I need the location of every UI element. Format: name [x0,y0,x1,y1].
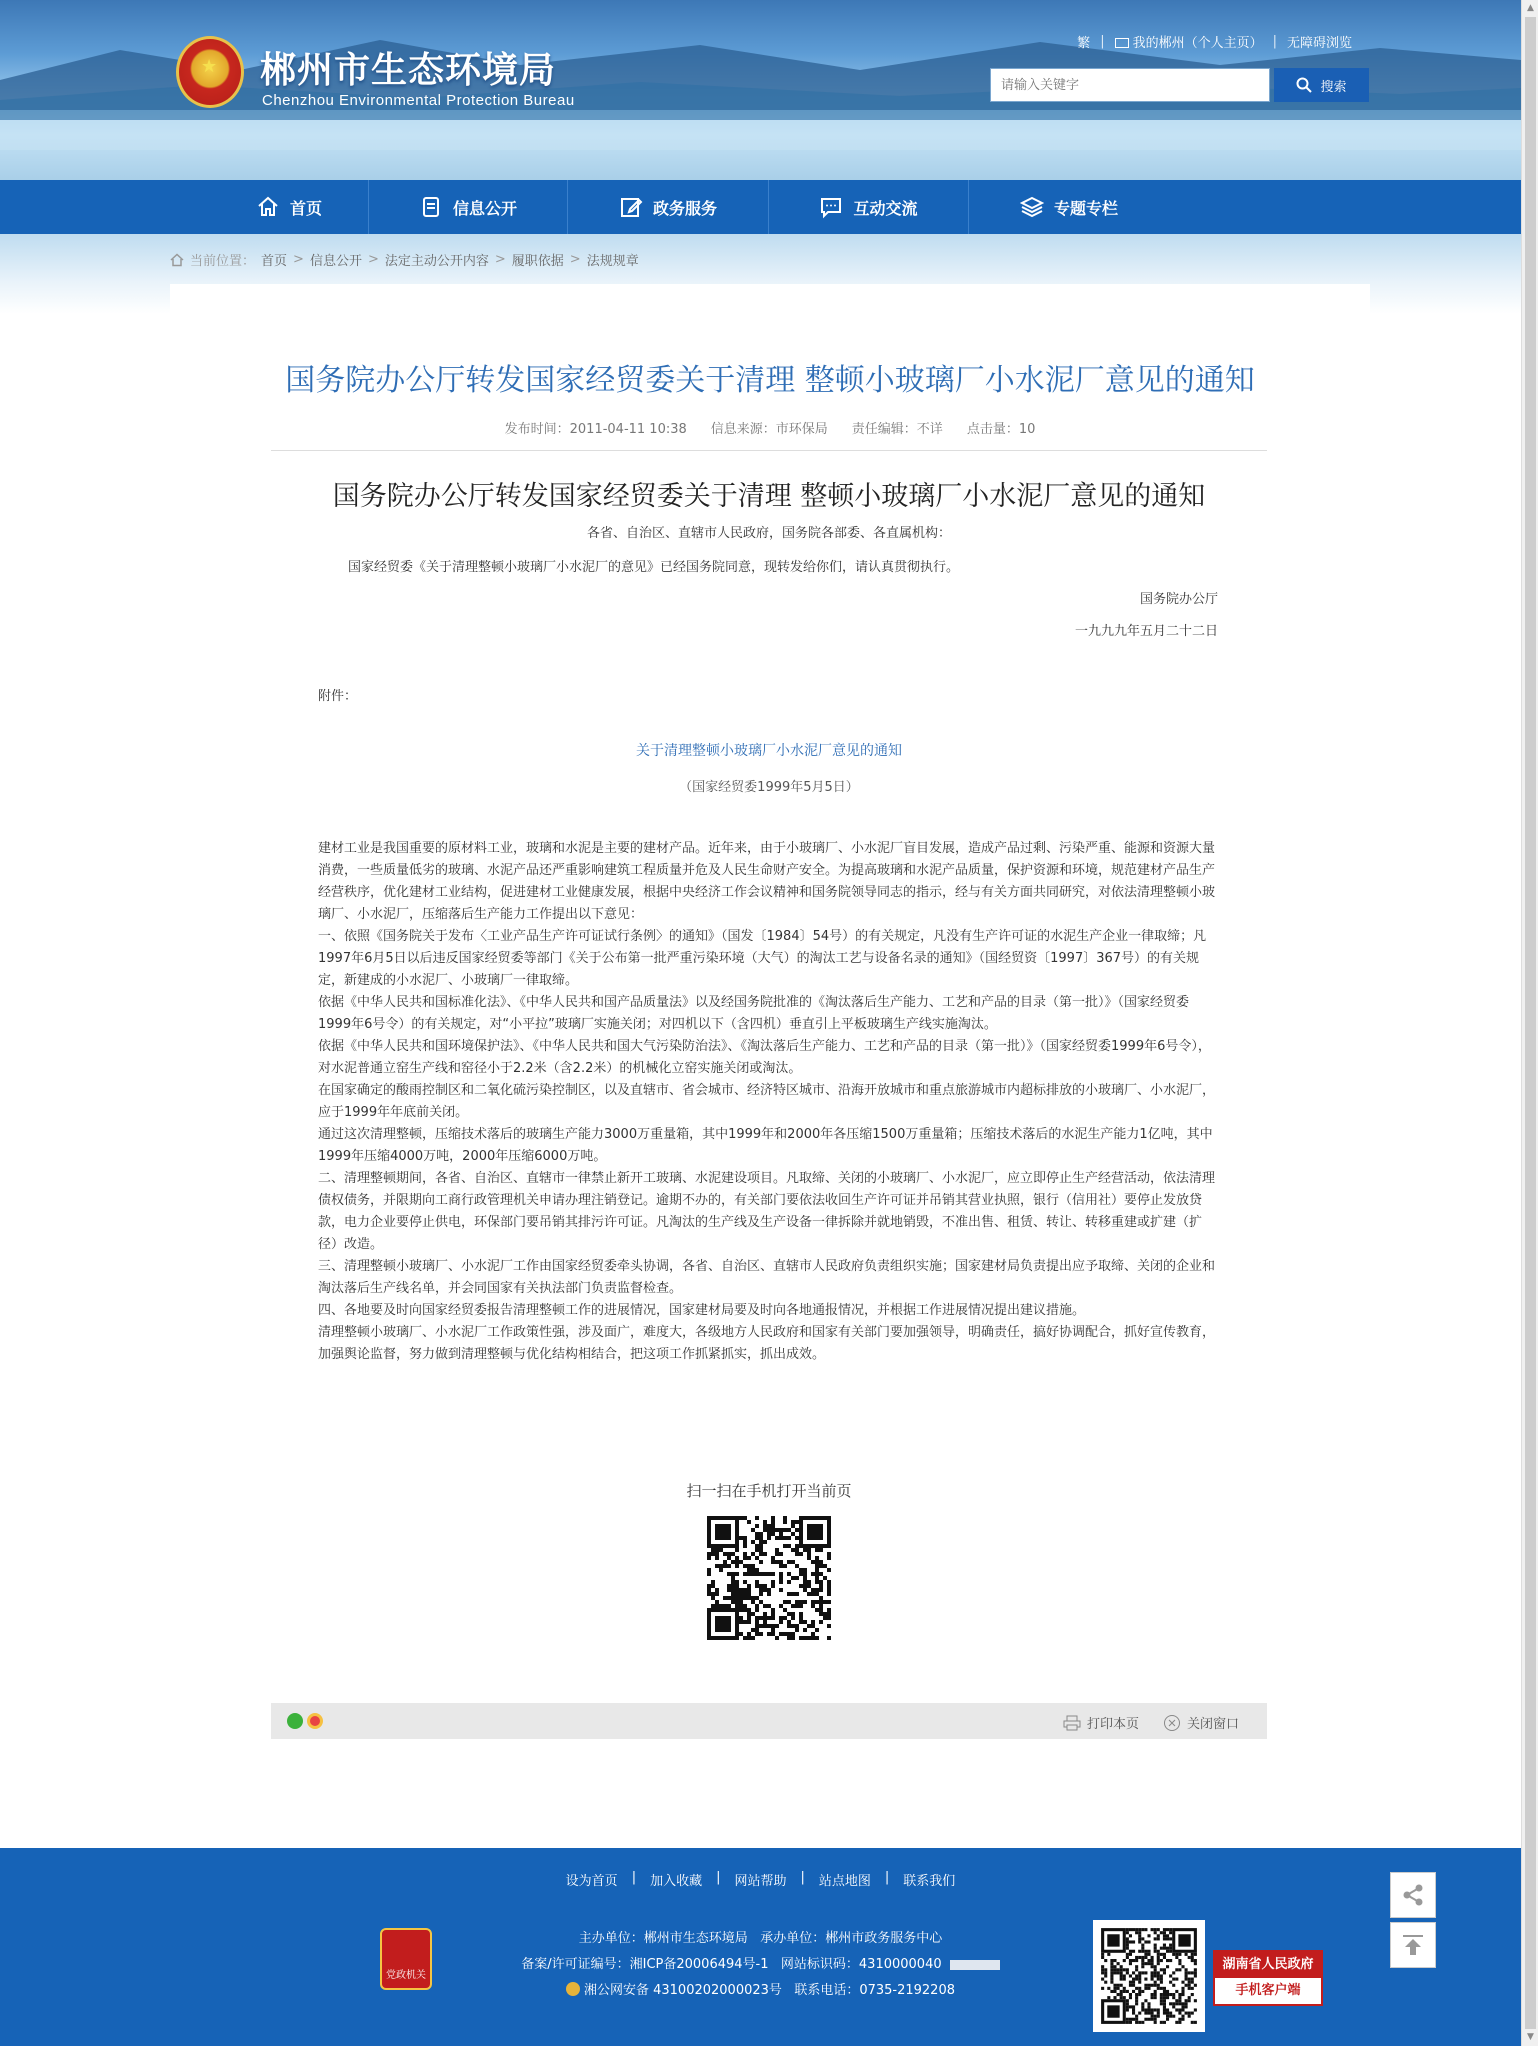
main-nav [0,180,1521,234]
article-inner-title: 国务院办公厅转发国家经贸委关于清理 整顿小玻璃厂小水泥厂意见的通知 [332,481,1206,512]
breadcrumb-sep: > [293,252,304,267]
national-emblem-icon: ★ [176,36,244,108]
body-paragraph: 三、清理整顿小玻璃厂、小水泥厂工作由国家经贸委牵头协调，各省、自治区、直辖市人民政府负责组织实施；国家建材局负责提出应予取缔、关闭的企业和淘汰落后生产线名单，并会同国家有关执法部门负责监督检查。 [318,1259,1216,1296]
app-subtitle: 手机客户端 [1235,1983,1301,1998]
breadcrumb-item[interactable]: 法规规章 [586,254,639,269]
breadcrumb [170,250,639,269]
body-paragraph: 依据《中华人民共和国标准化法》、《中华人民共和国产品质量法》以及经国务院批准的《淘汰落后生产能力、工艺和产品的目录（第一批）》（国家经贸委1999年6号令）的有关规定，对“小平拉”玻璃厂实施关闭；对四机以下（含四机）垂直引上平板玻璃生产线实施淘汰。 [318,995,1190,1032]
footer-police[interactable]: 湘公网安备 43100202000023号 [583,1983,782,1998]
footer-link-contact[interactable]: 联系我们 [903,1874,956,1889]
nav-item-home[interactable] [210,180,368,234]
intro-paragraph: 国家经贸委《关于清理整顿小玻璃厂小水泥厂的意见》已经国务院同意，现转发给你们，请认真贯彻执行。 [348,560,960,575]
nav-item-topics[interactable] [969,180,1169,234]
traditional-chinese-link[interactable]: 繁 [1077,36,1091,51]
footer-qr-box [1093,1920,1205,2032]
body-paragraph: 清理整顿小玻璃厂、小水泥厂工作政策性强，涉及面广，难度大，各级地方人民政府和国家有关部门要加强领导，明确责任，搞好协调配合，抓好宣传教育，加强舆论监督，努力做到清理整顿与优化结构相结合，把这项工作抓紧抓实，抓出成效。 [318,1325,1216,1362]
police-badge-icon [566,1982,580,1996]
attachment-title: 关于清理整顿小玻璃厂小水泥厂意见的通知 [636,743,902,759]
monitor-icon [1115,38,1129,48]
breadcrumb-item[interactable]: 信息公开 [309,254,362,269]
close-icon [1163,1714,1181,1732]
scrollbar[interactable] [1521,0,1538,2046]
search-icon [1296,77,1312,93]
body-paragraph: 在国家确定的酸雨控制区和二氧化硫污染控制区，以及直辖市、省会城市、经济特区城市、沿海开放城市和重点旅游城市内超标排放的小玻璃厂、小水泥厂，应于1999年年底前关闭。 [318,1083,1216,1120]
nav-label-home: 首页 [289,198,322,218]
accessible-link[interactable]: 无障碍浏览 [1286,36,1352,51]
body-paragraph: 一、依照《国务院关于发布〈工业产品生产许可证试行条例〉的通知》（国发〔1984〕54号）的有关规定，凡没有生产许可证的水泥生产企业一律取缔；凡1997年6月5日以后违反国家经贸委等部门《关于公布第一批严重污染环境（大气）的淘汰工艺与设备名录的通知》（国经贸资〔1997〕367号）的有关规定，新建成的小水泥厂、小玻璃厂一律取缔。 [318,929,1207,988]
addressee: 各省、自治区、直辖市人民政府，国务院各部委、各直属机构： [586,526,951,541]
nav-item-interact[interactable] [769,180,968,234]
app-title: 湖南省人民政府 [1215,1952,1321,1978]
nav-label-interact: 互动交流 [853,198,918,218]
footer-site-code: 网站标识码：4310000040 [780,1957,942,1972]
search-button[interactable] [1274,68,1369,102]
footer-host: 主办单位：郴州市生态环境局 [578,1931,748,1946]
nav-label-info: 信息公开 [452,198,517,218]
nav-label-topics: 专题专栏 [1053,198,1118,218]
footer-link-sethome[interactable]: 设为首页 [565,1874,618,1889]
party-gov-badge-icon[interactable] [380,1928,432,1990]
breadcrumb-prefix: 当前位置： [190,254,256,269]
home-small-icon [170,253,184,267]
breadcrumb-item[interactable]: 履职依据 [511,254,564,269]
scroll-thumb[interactable] [1525,17,1536,2029]
footer-links: 设为首页 | 加入收藏 | 网站帮助 | 站点地图 | 联系我们 [565,1870,956,1889]
signer: 国务院办公厅 [1139,592,1218,607]
breadcrumb-sep: > [569,252,581,267]
my-site-link[interactable] [1115,32,1263,51]
attachment-subtitle: （国家经贸委1999年5月5日） [679,780,859,795]
close-window-button[interactable] [1163,1713,1239,1732]
article-meta [170,418,1370,437]
attachment-label: 附件： [318,689,358,704]
footer-qr-code-icon [1098,1925,1200,2027]
footer-host-line [0,1927,1521,1946]
article-body [318,838,1218,1366]
sign-date: 一九九九年五月二十二日 [1074,624,1218,639]
layers-icon [1020,195,1044,219]
body-paragraph: 依据《中华人民共和国环境保护法》、《中华人民共和国大气污染防治法》、《淘汰落后生产能力、工艺和产品的目录（第一批）》（国家经贸委1999年6号令），对水泥普通立窑生产线和窑径小于2.2米（含2.2米）的机械化立窑实施关闭或淘汰。 [318,1039,1211,1076]
footer-link-favorite[interactable]: 加入收藏 [650,1874,703,1889]
share-bar [271,1703,1267,1739]
body-paragraph: 建材工业是我国重要的原材料工业，玻璃和水泥是主要的建材产品。近年来，由于小玻璃厂、小水泥厂盲目发展，造成产品过剩、污染严重、能源和资源大量消费，一些质量低劣的玻璃、水泥产品还严重影响建筑工程质量并危及人民生命财产安全。为提高玻璃和水泥产品质量，保护资源和环境，规范建材产品生产经营秩序，优化建材工业结构，促进建材工业健康发展，根据中央经济工作会议精神和国务院领导同志的指示，经与有关方面共同研究，对依法清理整顿小玻璃厂、小水泥厂，压缩落后生产能力工作提出以下意见： [318,841,1216,922]
divider [271,450,1267,451]
printer-icon [1063,1715,1081,1731]
document-icon [419,195,443,219]
scroll-down-icon[interactable]: ▼ [1527,2032,1534,2042]
search-input[interactable] [991,69,1269,101]
wechat-share-icon[interactable] [287,1713,303,1729]
edit-icon [619,195,643,219]
arrow-up-icon [1400,1932,1426,1958]
body-paragraph: 通过这次清理整顿，压缩技术落后的玻璃生产能力3000万重量箱，其中1999年和2000年各压缩1500万重量箱；压缩技术落后的水泥生产能力1亿吨，其中1999年压缩4000万吨，2000年压缩6000万吨。 [318,1127,1213,1164]
top-links: 繁 | 我的郴州（个人主页） | 无障碍浏览 [1077,34,1352,51]
share-icon [1400,1882,1426,1908]
nav-item-info[interactable] [369,180,567,234]
body-paragraph: 二、清理整顿期间，各省、自治区、直辖市一律禁止新开工玻璃、水泥建设项目。凡取缔、关闭的小玻璃厂、小水泥厂，应立即停止生产经营活动，依法清理债权债务，并限期向工商行政管理机关申请办理注销登记。逾期不办的，有关部门要依法收回生产许可证并吊销其营业执照，银行（信用社）要停止发放贷款，电力企业要停止供电，环保部门要吊销其排污许可证。凡淘汰的生产线及生产设备一律拆除并就地销毁，不准出售、租赁、转让、转移重建或扩建（扩径）改造。 [318,1171,1216,1252]
footer-organizer: 承办单位：郴州市政务服务中心 [760,1931,943,1946]
nav-item-service[interactable] [568,180,768,234]
info-source: 信息来源：市环保局 [710,422,828,437]
scroll-up-icon[interactable]: ▲ [1527,3,1534,13]
site-title[interactable]: 郴州市生态环境局 [260,50,557,91]
badge-label: 党政机关 [386,1970,426,1981]
mobile-app-badge[interactable] [1213,1950,1323,2006]
qr-code-icon [703,1512,835,1644]
search-box [990,68,1270,102]
my-site-label: 我的郴州（个人主页） [1132,36,1263,51]
chat-icon [819,195,843,219]
footer-link-help[interactable]: 网站帮助 [734,1874,787,1889]
qr-label: 扫一扫在手机打开当前页 [686,1482,852,1500]
close-label: 关闭窗口 [1187,1717,1240,1732]
print-label: 打印本页 [1087,1717,1140,1732]
hit-count: 点击量：10 [966,422,1036,437]
footer-icp[interactable]: 备案/许可证编号：湘ICP备20006494号-1 [521,1957,769,1972]
home-icon [256,195,280,219]
site-subtitle: Chenzhou Environmental Protection Bureau [262,92,575,109]
body-paragraph: 四、各地要及时向国家经贸委报告清理整顿工作的进展情况，国家建材局要及时向各地通报情况，并根据工作进展情况提出建议措施。 [318,1303,1086,1318]
footer-phone: 联系电话：0735-2192208 [794,1983,956,1998]
publish-time: 发布时间：2011-04-11 10:38 [504,422,687,437]
article-title: 国务院办公厅转发国家经贸委关于清理 整顿小玻璃厂小水泥厂意见的通知 [285,363,1255,398]
search-button-label: 搜索 [1320,79,1347,95]
breadcrumb-item[interactable]: 法定主动公开内容 [384,254,489,269]
footer-link-sitemap[interactable]: 站点地图 [818,1874,871,1889]
nav-label-service: 政务服务 [652,198,717,218]
site-code-badge-icon [950,1960,1000,1970]
breadcrumb-sep: > [494,252,506,267]
breadcrumb-item[interactable]: 首页 [261,254,288,269]
print-button[interactable] [1063,1713,1139,1732]
back-to-top-button[interactable] [1390,1922,1436,1968]
breadcrumb-sep: > [367,252,379,267]
share-float-button[interactable] [1390,1872,1436,1918]
weibo-share-icon[interactable] [307,1713,323,1729]
editor: 责任编辑：不详 [851,422,943,437]
